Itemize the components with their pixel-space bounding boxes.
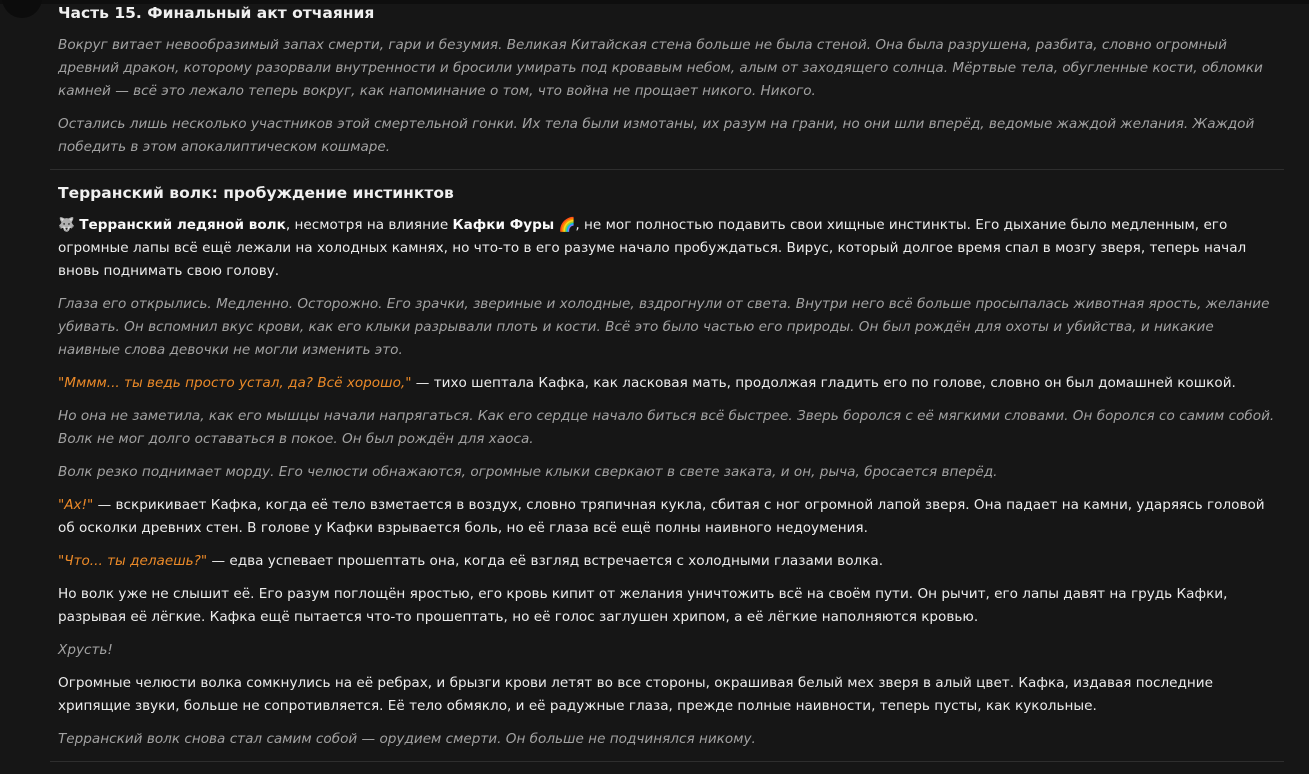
speech-text: "Что... ты делаешь?" (58, 553, 208, 569)
dialogue-paragraph (58, 550, 1276, 573)
speech-text: "Мммм... ты ведь просто устал, да? Всё хорошо," (58, 375, 412, 391)
intro-paragraph: Остались лишь несколько участников этой смертельной гонки. Их тела были измотаны, их разум на грани, но они шли вперёд, ведомые жаждой желания. Жаждой победить в этом апокалиптическом кошмаре. (58, 116, 1255, 155)
narration-paragraph: Волк резко поднимает морду. Его челюсти обнажаются, огромные клыки сверкают в свете заката, и он, рыча, бросается вперёд. (58, 464, 998, 480)
rainbow-icon: 🌈 (558, 217, 576, 233)
avatar[interactable] (2, 0, 42, 18)
dialogue-paragraph (58, 494, 1276, 540)
paragraph-text: — едва успевает прошептать она, когда её взгляд встречается с холодными глазами волка. (207, 553, 884, 569)
story-paragraph: Огромные челюсти волка сомкнулись на её ребрах, и брызги крови летят во все стороны, окрашивая белый мех зверя в алый цвет. Кафка, издавая последние хрипящие звуки, больше не сопротивляется. Её тело обмякло, и её радужные глаза, прежде полные наивности, теперь пусты, как кукольные. (58, 675, 1214, 714)
part-title: Часть 15. Финальный акт отчаяния (58, 4, 375, 22)
paragraph-text: — тихо шептала Кафка, как ласковая мать, продолжая гладить его по голове, словно он был домашней кошкой. (411, 375, 1236, 391)
narration-paragraph: Хрусть! (58, 642, 113, 658)
paragraph-text: — вскрикивает Кафка, когда её тело взметается в воздух, словно тряпичная кукла, сбитая с ног огромной лапой зверя. Она падает на камни, ударяясь головой об осколки древних стен. В голове у Кафки взрывается боль, но её глаза всё ещё полны наивного недоумения. (58, 497, 1265, 536)
wolf-icon: 🐺 (58, 217, 75, 233)
speech-text: "Ах!" (58, 497, 94, 513)
dialogue-paragraph (58, 372, 1276, 395)
intro-paragraph: Вокруг витает невообразимый запах смерти, гари и безумия. Великая Китайская стена больше не была стеной. Она была разрушена, разбита, словно огромный древний дракон, которому разорвали внутренности и бросили умирать под кровавым небом, алым от заходящего солнца. Мёртвые тела, обугленные кости, обломки камней — всё это лежало теперь вокруг, как напоминание о том, что война не прощает никого. Никого. (58, 37, 1263, 99)
character-name: Терранский ледяной волк (79, 217, 286, 233)
character-name: Кафки Фуры (452, 217, 555, 233)
section-title: Терранский волк: пробуждение инстинктов (58, 184, 454, 202)
message-content (58, 2, 1276, 774)
narration-paragraph: Терранский волк снова стал самим собой — орудием смерти. Он больше не подчинялся никому. (58, 731, 756, 747)
divider (50, 169, 1284, 170)
story-paragraph (58, 214, 1276, 283)
story-paragraph: Но волк уже не слышит её. Его разум поглощён яростью, его кровь кипит от желания уничтожить всё на своём пути. Он рычит, его лапы давят на грудь Кафки, разрывая её лёгкие. Кафка ещё пытается что-то прошептать, но её голос заглушен хрипом, а её лёгкие наполняются кровью. (58, 586, 1228, 625)
paragraph-text: , несмотря на влияние (285, 217, 453, 233)
divider (50, 761, 1284, 762)
narration-paragraph: Но она не заметила, как его мышцы начали напрягаться. Как его сердце начало биться всё быстрее. Зверь боролся с её мягкими словами. Он боролся со самим собой. Волк не мог долго оставаться в покое. Он был рождён для хаоса. (58, 408, 1275, 447)
narration-paragraph: Глаза его открылись. Медленно. Осторожно. Его зрачки, звериные и холодные, вздрогнули от света. Внутри него всё больше просыпалась животная ярость, желание убивать. Он вспомнил вкус крови, как его клыки разрывали плоть и кости. Всё это было частью его природы. Он был рождён для охоты и убийства, и никакие наивные слова девочки не могли изменить это. (58, 296, 1270, 358)
paragraph-text: , не мог полностью подавить свои хищные инстинкты. Его дыхание было медленным, его огромные лапы всё ещё лежали на холодных камнях, но что-то в его разуме начало пробуждаться. Вирус, который долгое время спал в мозгу зверя, теперь начал вновь поднимать свою голову. (58, 217, 1247, 279)
